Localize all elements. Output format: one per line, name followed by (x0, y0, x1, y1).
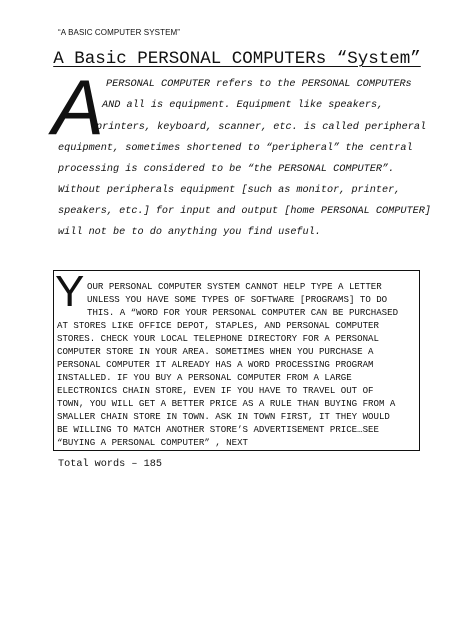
paragraph-1-line: equipment, sometimes shortened to “peripheral” the central (58, 143, 413, 154)
drop-cap-y: Y (55, 267, 85, 316)
paragraph-2-line: ELECTRONICS CHAIN STORE, EVEN IF YOU HAVE TO TRAVEL OUT OF (57, 385, 374, 396)
paragraph-1-line: printers, keyboard, scanner, etc. is called peripheral (96, 122, 427, 133)
paragraph-1-line: processing is considered to be “the PERSONAL COMPUTER”. (58, 164, 395, 175)
paragraph-2-line: PERSONAL COMPUTER IT ALREADY HAS A WORD PROCESSING PROGRAM (57, 359, 374, 370)
paragraph-1-line: will not be to do anything you find useful. (58, 227, 321, 238)
total-words: Total words – 185 (58, 459, 162, 470)
document-header: “A BASIC COMPUTER SYSTEM” (58, 28, 181, 37)
paragraph-2-line: UNLESS YOU HAVE SOME TYPES OF SOFTWARE [PROGRAMS] TO DO (87, 294, 388, 305)
paragraph-2-line: “BUYING A PERSONAL COMPUTER” , NEXT (57, 437, 248, 448)
paragraph-1-line: speakers, etc.] for input and output [home PERSONAL COMPUTER] (58, 206, 431, 217)
paragraph-2-line: OUR PERSONAL COMPUTER SYSTEM CANNOT HELP TYPE A LETTER (87, 281, 382, 292)
paragraph-2-line: INSTALLED. IF YOU BUY A PERSONAL COMPUTER FROM A LARGE (57, 372, 352, 383)
paragraph-2-line: BE WILLING TO MATCH ANOTHER STORE’S ADVERTISEMENT PRICE…SEE (57, 424, 379, 435)
drop-cap-a: A (52, 63, 105, 151)
paragraph-2-line: SMALLER CHAIN STORE IN TOWN. ASK IN TOWN FIRST, IT THEY WOULD (57, 411, 390, 422)
paragraph-1-line: Without peripherals equipment [such as monitor, printer, (58, 185, 401, 196)
paragraph-2-line: STORES. CHECK YOUR LOCAL TELEPHONE DIRECTORY FOR A PERSONAL (57, 333, 379, 344)
paragraph-2-line: TOWN, YOU WILL GET A BETTER PRICE AS A RULE THAN BUYING FROM A (57, 398, 396, 409)
paragraph-2-line: THIS. A “WORD FOR YOUR PERSONAL COMPUTER CAN BE PURCHASED (87, 307, 399, 318)
paragraph-1-line: PERSONAL COMPUTER refers to the PERSONAL COMPUTERs (106, 79, 412, 90)
paragraph-2-line: COMPUTER STORE IN YOUR AREA. SOMETIMES WHEN YOU PURCHASE A (57, 346, 374, 357)
paragraph-1-line: AND all is equipment. Equipment like speakers, (102, 100, 384, 111)
paragraph-2-line: AT STORES LIKE OFFICE DEPOT, STAPLES, AND PERSONAL COMPUTER (57, 320, 379, 331)
page-title: A Basic PERSONAL COMPUTERs “System” (53, 49, 421, 69)
